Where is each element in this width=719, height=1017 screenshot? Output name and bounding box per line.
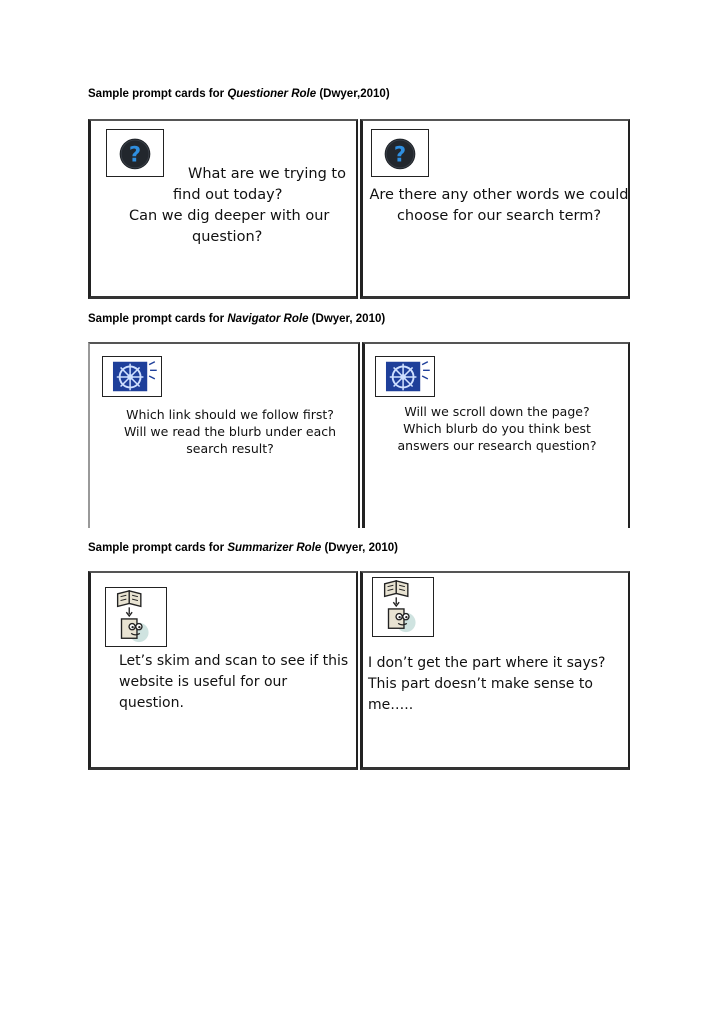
card-text-line: I don’t get the part where it says? — [368, 655, 606, 671]
card-text-line: What are we trying to — [188, 166, 346, 182]
card-text-line: question. — [119, 695, 184, 711]
questioner-card-2 — [360, 119, 630, 299]
navigator-card-row — [88, 342, 630, 528]
card-text-line: question? — [192, 229, 263, 245]
caption-role: Summarizer Role — [227, 542, 322, 554]
card-text-line: answers our research question? — [397, 438, 597, 453]
summarizer-card-2 — [360, 571, 630, 770]
navigator-ship-wheel-icon — [102, 356, 162, 397]
summarizer-card-1 — [88, 571, 358, 770]
navigator-card-2 — [362, 342, 630, 528]
navigator-card-2-text — [365, 403, 629, 454]
questioner-card-2-text — [368, 185, 630, 227]
book-and-reader-icon — [105, 587, 167, 647]
questioner-card-row — [88, 119, 630, 299]
card-text-line: Can we dig deeper with our — [129, 208, 330, 224]
book-and-reader-icon — [372, 577, 434, 637]
card-text-line: Will we read the blurb under each — [123, 424, 337, 439]
caption-prefix: Sample prompt cards for — [88, 313, 228, 325]
caption-citation: (Dwyer, 2010) — [321, 542, 398, 554]
navigator-caption — [88, 313, 385, 325]
questioner-card-1 — [88, 119, 358, 299]
caption-citation: (Dwyer, 2010) — [308, 313, 386, 325]
caption-prefix: Sample prompt cards for — [88, 542, 228, 554]
questioner-caption — [88, 88, 390, 100]
navigator-ship-wheel-icon — [375, 356, 435, 397]
card-text-line: Are there any other words we could — [369, 187, 629, 203]
card-text-line: Which blurb do you think best — [403, 421, 591, 436]
card-text-line: Let’s skim and scan to see if this — [119, 653, 349, 669]
summarizer-card-1-text — [119, 651, 359, 714]
card-text-line: Will we scroll down the page? — [404, 404, 590, 419]
summarizer-card-row — [88, 571, 630, 770]
card-text-line: choose for our search term? — [396, 208, 602, 224]
navigator-card-1 — [88, 342, 360, 528]
caption-role: Navigator Role — [227, 313, 309, 325]
summarizer-card-2-text — [368, 653, 630, 716]
card-text-line: website is useful for our — [119, 674, 288, 690]
caption-role: Questioner Role — [227, 88, 317, 100]
caption-citation: (Dwyer,2010) — [316, 88, 390, 100]
navigator-card-1-text — [100, 406, 360, 457]
summarizer-caption — [88, 542, 398, 554]
svg-text:?: ? — [128, 141, 142, 167]
card-text-line: search result? — [186, 441, 274, 456]
card-text-line: This part doesn’t make sense to — [368, 676, 593, 692]
card-text-line: find out today? — [173, 187, 283, 203]
svg-text:?: ? — [393, 141, 407, 167]
questioner-card-1-text — [129, 164, 369, 248]
question-mark-icon — [371, 129, 429, 177]
caption-prefix: Sample prompt cards for — [88, 88, 228, 100]
card-text-line: Which link should we follow first? — [126, 407, 334, 422]
card-text-line: me….. — [368, 697, 414, 713]
